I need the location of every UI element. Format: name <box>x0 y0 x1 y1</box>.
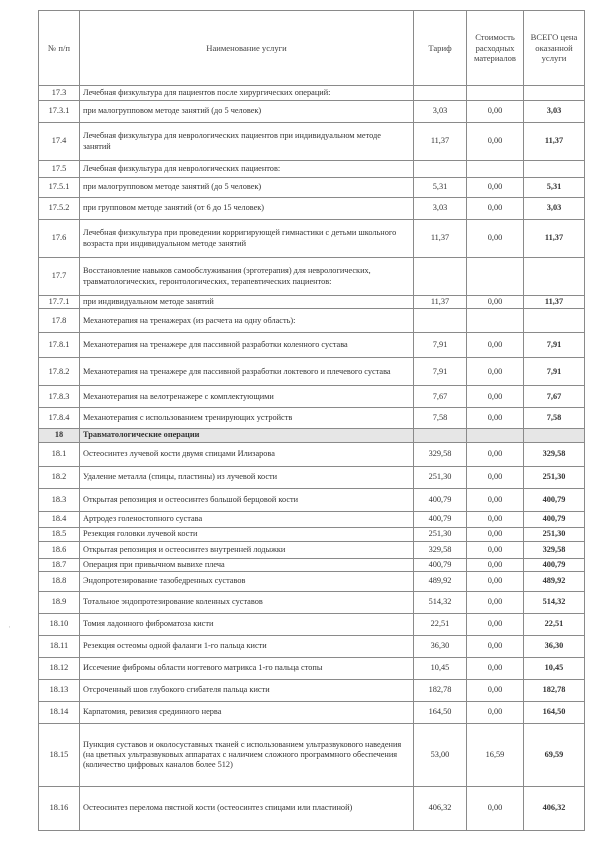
total-cell: 182,78 <box>524 680 585 702</box>
row-number: 17.5.2 <box>39 198 80 220</box>
service-name: Иссечение фибромы области ногтевого матрикса 1-го пальца стопы <box>80 658 414 680</box>
total-cell: 11,37 <box>524 296 585 309</box>
table-header <box>39 11 585 86</box>
tariff-cell: 3,03 <box>414 101 467 123</box>
row-number: 18.13 <box>39 680 80 702</box>
tariff-cell: 7,91 <box>414 333 467 358</box>
tariff-cell: 5,31 <box>414 178 467 198</box>
row-number: 17.6 <box>39 220 80 258</box>
tariff-cell: 514,32 <box>414 592 467 614</box>
tariff-cell: 7,67 <box>414 386 467 408</box>
table-row <box>39 527 585 541</box>
row-number: 18.2 <box>39 466 80 488</box>
tariff-cell: 329,58 <box>414 541 467 558</box>
total-cell <box>524 161 585 178</box>
service-name: Операция при привычном вывихе плеча <box>80 558 414 571</box>
total-cell: 514,32 <box>524 592 585 614</box>
service-name: Механотерапия на тренажерах (из расчета на одну область): <box>80 309 414 333</box>
tariff-cell: 53,00 <box>414 724 467 787</box>
service-name: Лечебная физкультура для неврологических пациентов: <box>80 161 414 178</box>
total-cell <box>524 429 585 442</box>
table-row <box>39 258 585 296</box>
service-name: Эндопротезирование тазобедренных суставов <box>80 572 414 592</box>
materials-cell: 0,00 <box>467 488 524 511</box>
service-name: Остеосинтез лучевой кости двумя спицами Илизарова <box>80 442 414 466</box>
materials-cell: 0,00 <box>467 198 524 220</box>
table-row <box>39 572 585 592</box>
service-name: Лечебная физкультура для пациентов после хирургических операций: <box>80 86 414 101</box>
table-row <box>39 386 585 408</box>
service-name: Лечебная физкультура при проведении корригирующей гимнастики с детьми школьного возраста при индивидуальном методе занятий <box>80 220 414 258</box>
materials-cell <box>467 86 524 101</box>
tariff-cell: 251,30 <box>414 466 467 488</box>
materials-cell <box>467 258 524 296</box>
service-name: Удаление металла (спицы, пластины) из лучевой кости <box>80 466 414 488</box>
materials-cell: 16,59 <box>467 724 524 787</box>
materials-cell: 0,00 <box>467 333 524 358</box>
tariff-cell: 36,30 <box>414 636 467 658</box>
table-row <box>39 636 585 658</box>
materials-cell: 0,00 <box>467 787 524 831</box>
table-row <box>39 592 585 614</box>
tariff-cell: 11,37 <box>414 123 467 161</box>
tariff-cell: 251,30 <box>414 527 467 541</box>
materials-cell: 0,00 <box>467 123 524 161</box>
service-name: при индивидуальном методе занятий <box>80 296 414 309</box>
total-cell: 36,30 <box>524 636 585 658</box>
total-cell: 7,91 <box>524 358 585 386</box>
table-row <box>39 442 585 466</box>
row-number: 18.8 <box>39 572 80 592</box>
total-cell: 11,37 <box>524 220 585 258</box>
materials-cell <box>467 161 524 178</box>
materials-cell: 0,00 <box>467 296 524 309</box>
service-name: Травматологические операции <box>80 429 414 442</box>
row-number: 18.12 <box>39 658 80 680</box>
total-cell <box>524 258 585 296</box>
total-cell: 251,30 <box>524 527 585 541</box>
row-number: 17.8 <box>39 309 80 333</box>
row-number: 18.1 <box>39 442 80 466</box>
materials-cell: 0,00 <box>467 702 524 724</box>
col-total-header: ВСЕГО цена оказанной услуги <box>524 11 585 86</box>
service-name: Отсроченный шов глубокого сгибателя пальца кисти <box>80 680 414 702</box>
row-number: 17.4 <box>39 123 80 161</box>
materials-cell: 0,00 <box>467 358 524 386</box>
total-cell: 7,67 <box>524 386 585 408</box>
materials-cell: 0,00 <box>467 178 524 198</box>
row-number: 17.3.1 <box>39 101 80 123</box>
total-cell: 5,31 <box>524 178 585 198</box>
total-cell: 7,91 <box>524 333 585 358</box>
table-row <box>39 296 585 309</box>
row-number: 18.5 <box>39 527 80 541</box>
row-number: 17.8.3 <box>39 386 80 408</box>
table-row <box>39 787 585 831</box>
tariff-cell: 400,79 <box>414 558 467 571</box>
table-row <box>39 466 585 488</box>
materials-cell: 0,00 <box>467 511 524 527</box>
table-row <box>39 333 585 358</box>
service-name: Артродез голеностопного сустава <box>80 511 414 527</box>
row-number: 18.6 <box>39 541 80 558</box>
total-cell: 406,32 <box>524 787 585 831</box>
tariff-cell <box>414 86 467 101</box>
service-name: Остеосинтез перелома пястной кости (остеосинтез спицами или пластиной) <box>80 787 414 831</box>
total-cell: 329,58 <box>524 541 585 558</box>
tariff-cell: 164,50 <box>414 702 467 724</box>
tariff-cell: 489,92 <box>414 572 467 592</box>
total-cell: 3,03 <box>524 101 585 123</box>
row-number: 17.8.1 <box>39 333 80 358</box>
total-cell: 22,51 <box>524 614 585 636</box>
row-number: 17.5.1 <box>39 178 80 198</box>
table-row <box>39 511 585 527</box>
materials-cell: 0,00 <box>467 636 524 658</box>
row-number: 18.14 <box>39 702 80 724</box>
row-number: 17.3 <box>39 86 80 101</box>
service-name: Лечебная физкультура для неврологических пациентов при индивидуальном методе занятий <box>80 123 414 161</box>
tariff-cell: 11,37 <box>414 296 467 309</box>
table-row <box>39 408 585 429</box>
table-row <box>39 614 585 636</box>
row-number: 17.8.2 <box>39 358 80 386</box>
col-num-header: № п/п <box>39 11 80 86</box>
tariff-cell: 329,58 <box>414 442 467 466</box>
table-row <box>39 724 585 787</box>
row-number: 18.9 <box>39 592 80 614</box>
table-row <box>39 541 585 558</box>
service-name: Механотерапия на велотренажере с комплектующими <box>80 386 414 408</box>
materials-cell: 0,00 <box>467 527 524 541</box>
table-row <box>39 161 585 178</box>
table-row <box>39 358 585 386</box>
materials-cell: 0,00 <box>467 541 524 558</box>
service-name: Механотерапия на тренажере для пассивной разработки локтевого и плечевого сустава <box>80 358 414 386</box>
table-row <box>39 309 585 333</box>
table-body <box>39 86 585 831</box>
tariff-cell: 10,45 <box>414 658 467 680</box>
row-number: 17.7.1 <box>39 296 80 309</box>
table-row <box>39 658 585 680</box>
service-name: при малогрупповом методе занятий (до 5 человек) <box>80 101 414 123</box>
tariff-cell: 406,32 <box>414 787 467 831</box>
tariff-cell: 22,51 <box>414 614 467 636</box>
price-table <box>38 10 585 831</box>
tariff-cell: 7,58 <box>414 408 467 429</box>
table-row <box>39 86 585 101</box>
materials-cell <box>467 309 524 333</box>
col-name-header: Наименование услуги <box>80 11 414 86</box>
row-number: 18.11 <box>39 636 80 658</box>
table-row <box>39 198 585 220</box>
total-cell: 400,79 <box>524 488 585 511</box>
materials-cell: 0,00 <box>467 658 524 680</box>
table-row <box>39 488 585 511</box>
tariff-cell: 400,79 <box>414 488 467 511</box>
tariff-cell: 7,91 <box>414 358 467 386</box>
total-cell: 400,79 <box>524 511 585 527</box>
row-number: 18.4 <box>39 511 80 527</box>
table-row <box>39 178 585 198</box>
tariff-cell: 11,37 <box>414 220 467 258</box>
total-cell: 251,30 <box>524 466 585 488</box>
total-cell: 7,58 <box>524 408 585 429</box>
col-tariff-header: Тариф <box>414 11 467 86</box>
service-name: Карпатомия, ревизия срединного нерва <box>80 702 414 724</box>
table-row <box>39 101 585 123</box>
materials-cell: 0,00 <box>467 614 524 636</box>
service-name: Механотерапия на тренажере для пассивной разработки коленного сустава <box>80 333 414 358</box>
tariff-cell <box>414 429 467 442</box>
total-cell: 489,92 <box>524 572 585 592</box>
service-name: Механотерапия с использованием тренирующих устройств <box>80 408 414 429</box>
section-row <box>39 429 585 442</box>
total-cell: 164,50 <box>524 702 585 724</box>
total-cell: 69,59 <box>524 724 585 787</box>
tariff-cell: 3,03 <box>414 198 467 220</box>
total-cell: 3,03 <box>524 198 585 220</box>
service-name: при групповом методе занятий (от 6 до 15 человек) <box>80 198 414 220</box>
service-name: Открытая репозиция и остеосинтез внутренней лодыжки <box>80 541 414 558</box>
row-number: 18.3 <box>39 488 80 511</box>
row-number: 18.16 <box>39 787 80 831</box>
tariff-cell: 400,79 <box>414 511 467 527</box>
table-row <box>39 123 585 161</box>
total-cell: 10,45 <box>524 658 585 680</box>
scan-mark: · <box>8 622 11 632</box>
materials-cell: 0,00 <box>467 220 524 258</box>
total-cell <box>524 86 585 101</box>
total-cell: 400,79 <box>524 558 585 571</box>
service-name: Томия ладонного фиброматоза кисти <box>80 614 414 636</box>
service-name: при малогрупповом методе занятий (до 5 человек) <box>80 178 414 198</box>
table-row <box>39 558 585 571</box>
materials-cell: 0,00 <box>467 558 524 571</box>
col-materials-header: Стоимость расходных материалов <box>467 11 524 86</box>
materials-cell: 0,00 <box>467 442 524 466</box>
row-number: 18.15 <box>39 724 80 787</box>
service-name: Резекция остеомы одной фаланги 1-го пальца кисти <box>80 636 414 658</box>
row-number: 18 <box>39 429 80 442</box>
materials-cell: 0,00 <box>467 572 524 592</box>
materials-cell: 0,00 <box>467 408 524 429</box>
service-name: Восстановление навыков самообслуживания (эрготерапия) для неврологических, травматологических, геронтологических, терапевтических пациентов: <box>80 258 414 296</box>
materials-cell: 0,00 <box>467 592 524 614</box>
total-cell: 329,58 <box>524 442 585 466</box>
row-number: 18.10 <box>39 614 80 636</box>
materials-cell: 0,00 <box>467 386 524 408</box>
tariff-cell <box>414 258 467 296</box>
total-cell <box>524 309 585 333</box>
materials-cell: 0,00 <box>467 680 524 702</box>
table-row <box>39 220 585 258</box>
tariff-cell <box>414 309 467 333</box>
service-name: Резекция головки лучевой кости <box>80 527 414 541</box>
tariff-cell <box>414 161 467 178</box>
row-number: 17.7 <box>39 258 80 296</box>
materials-cell: 0,00 <box>467 466 524 488</box>
table-row <box>39 702 585 724</box>
table-row <box>39 680 585 702</box>
total-cell: 11,37 <box>524 123 585 161</box>
tariff-cell: 182,78 <box>414 680 467 702</box>
service-name: Тотальное эндопротезирование коленных суставов <box>80 592 414 614</box>
materials-cell: 0,00 <box>467 101 524 123</box>
materials-cell <box>467 429 524 442</box>
row-number: 17.8.4 <box>39 408 80 429</box>
service-name: Открытая репозиция и остеосинтез большой берцовой кости <box>80 488 414 511</box>
row-number: 18.7 <box>39 558 80 571</box>
service-name: Пункция суставов и околосуставных тканей с использованием ультразвукового наведения (на цветных ультразвуковых аппаратах с наличием сложного программного обеспечения (количество цифровых каналов более 512) <box>80 724 414 787</box>
row-number: 17.5 <box>39 161 80 178</box>
